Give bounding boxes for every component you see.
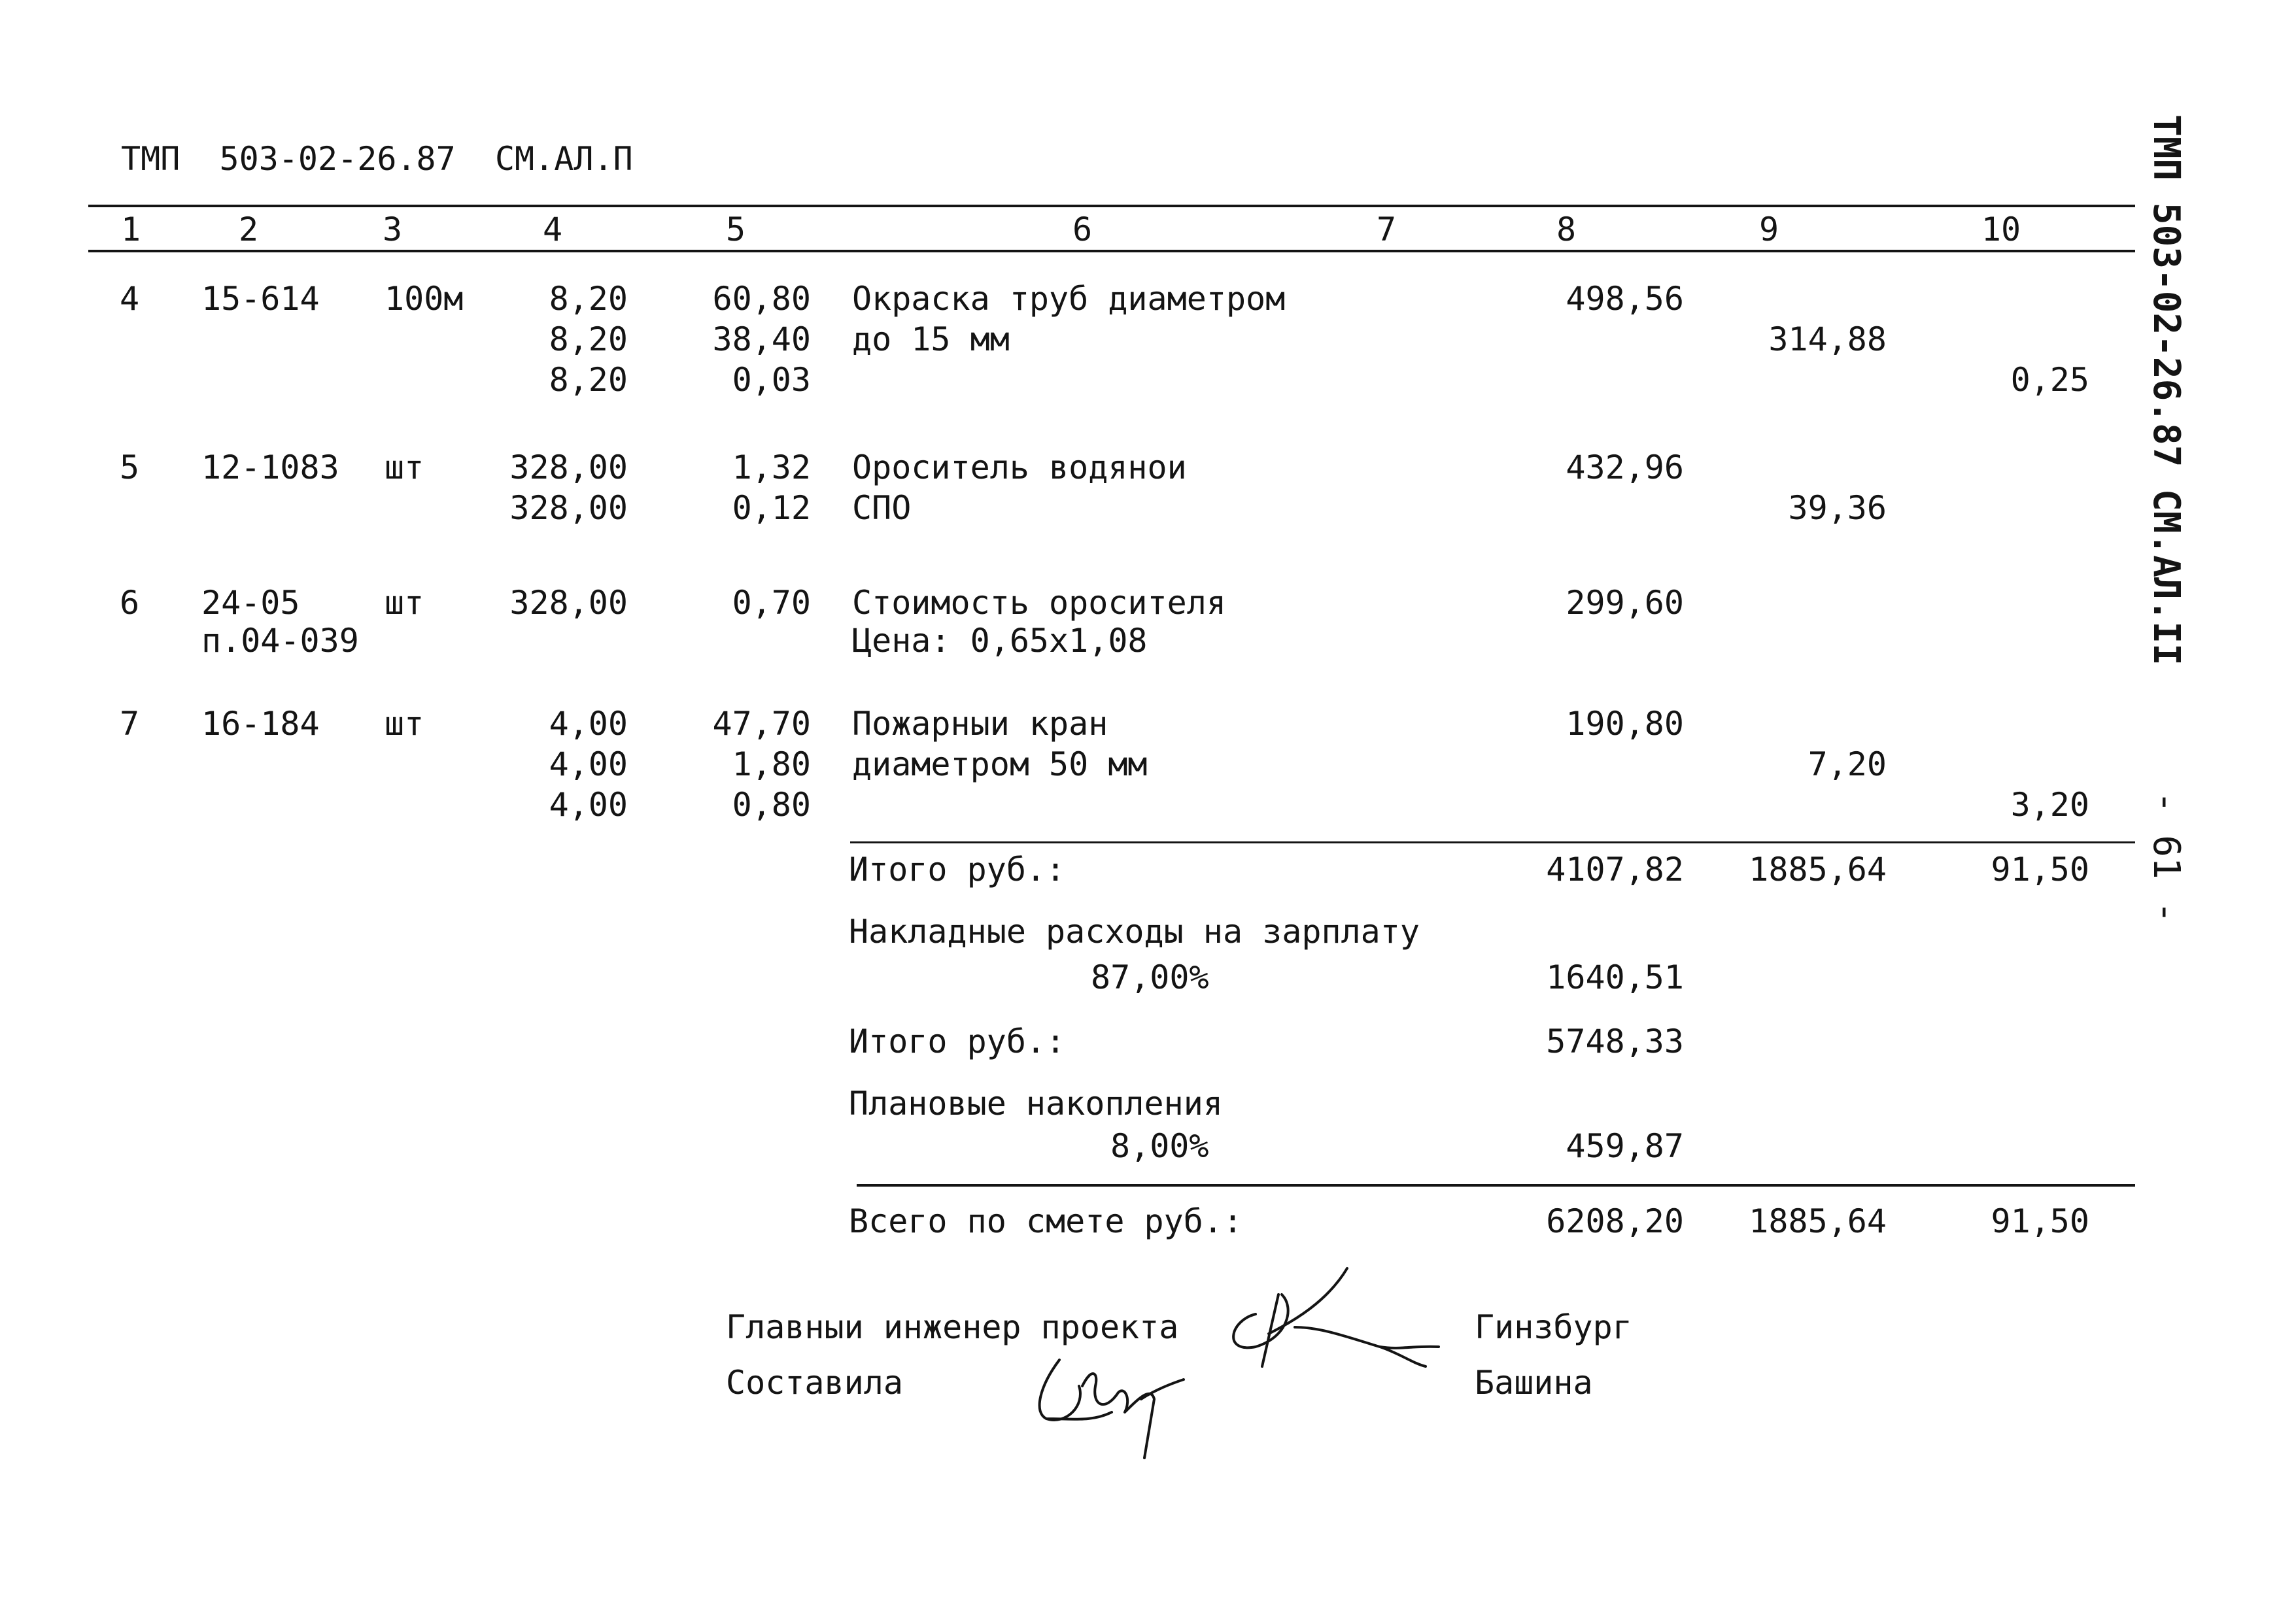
row-number: 4	[120, 280, 140, 318]
savings-percent: 8,00%	[1110, 1127, 1209, 1165]
row-qty: 8,20	[549, 320, 628, 358]
row-col10: 3,20	[2010, 786, 2089, 824]
row-number: 5	[120, 448, 140, 486]
overhead-percent: 87,00%	[1091, 958, 1209, 996]
itogo-col8: 4107,82	[1546, 851, 1684, 888]
row-col8: 498,56	[1566, 280, 1684, 318]
row-description: Пожарныи кран	[852, 705, 1108, 743]
overhead-label: Накладные расходы на зарплату	[849, 913, 1420, 951]
itogo-label: Итого руб.:	[849, 851, 1066, 888]
chief-engineer-name: Гинзбург	[1475, 1308, 1632, 1346]
row-col9: 314,88	[1768, 320, 1887, 358]
chief-engineer-label: Главныи инженер проекта	[726, 1308, 1179, 1346]
row-price: 0,70	[732, 584, 811, 622]
overhead-col8: 1640,51	[1546, 958, 1684, 996]
row-qty: 4,00	[549, 786, 628, 824]
row-price: 0,12	[732, 489, 811, 527]
row-unit: 100м	[385, 280, 464, 318]
header-top-rule	[88, 205, 2135, 207]
row-col8: 432,96	[1566, 448, 1684, 486]
grand-total-col9: 1885,64	[1749, 1202, 1887, 1240]
itogo-col9: 1885,64	[1749, 851, 1887, 888]
grand-total-col8: 6208,20	[1546, 1202, 1684, 1240]
row-price: 1,32	[732, 448, 811, 486]
row-qty: 328,00	[509, 448, 628, 486]
itogo2-col8: 5748,33	[1546, 1023, 1684, 1060]
row-price: 0,80	[732, 786, 811, 824]
row-price: 38,40	[712, 320, 811, 358]
savings-label: Плановые накопления	[849, 1085, 1223, 1123]
row-qty: 328,00	[509, 489, 628, 527]
row-qty: 4,00	[549, 705, 628, 743]
row-code: 16-184	[201, 705, 320, 743]
compiler-label: Составила	[726, 1364, 903, 1402]
totals-rule	[850, 841, 2135, 843]
col-header-6: 6	[1072, 211, 1093, 248]
compiler-signature	[1020, 1347, 1216, 1464]
row-col8: 299,60	[1566, 584, 1684, 622]
row-code: 15-614	[201, 280, 320, 318]
row-description: диаметром 50 мм	[852, 745, 1148, 783]
col-header-10: 10	[1981, 211, 2021, 248]
row-code-secondary: п.04-039	[201, 622, 359, 660]
row-description: Ороситель водянои	[852, 448, 1187, 486]
row-unit: шт	[385, 584, 424, 622]
row-price: 60,80	[712, 280, 811, 318]
row-col9: 39,36	[1788, 489, 1887, 527]
col-header-8: 8	[1556, 211, 1577, 248]
col-header-4: 4	[542, 211, 563, 248]
savings-col8: 459,87	[1566, 1127, 1684, 1165]
row-col9: 7,20	[1808, 745, 1887, 783]
row-qty: 8,20	[549, 280, 628, 318]
col-header-1: 1	[120, 211, 141, 248]
row-price: 1,80	[732, 745, 811, 783]
grand-total-rule	[857, 1184, 2135, 1187]
row-col8: 190,80	[1566, 705, 1684, 743]
row-description: Стоимость оросителя	[852, 584, 1226, 622]
row-qty: 328,00	[509, 584, 628, 622]
row-code: 12-1083	[201, 448, 339, 486]
row-description: до 15 мм	[852, 320, 1010, 358]
row-qty: 8,20	[549, 361, 628, 399]
grand-total-col10: 91,50	[1991, 1202, 2089, 1240]
row-description: Цена: 0,65х1,08	[852, 622, 1148, 660]
side-document-code: ТМП 503-02-26.87 СМ.АЛ.II	[2145, 114, 2187, 666]
document-code: ТМП 503-02-26.87 СМ.АЛ.П	[121, 140, 633, 178]
row-number: 6	[120, 584, 140, 622]
compiler-name: Башина	[1475, 1364, 1593, 1402]
row-unit: шт	[385, 448, 424, 486]
row-price: 47,70	[712, 705, 811, 743]
row-description: СПО	[852, 489, 912, 527]
row-price: 0,03	[732, 361, 811, 399]
col-header-2: 2	[238, 211, 259, 248]
row-unit: шт	[385, 705, 424, 743]
header-bottom-rule	[88, 250, 2135, 252]
row-description: Окраска труб диаметром	[852, 280, 1286, 318]
row-qty: 4,00	[549, 745, 628, 783]
col-header-5: 5	[725, 211, 746, 248]
col-header-9: 9	[1758, 211, 1779, 248]
row-code: 24-05	[201, 584, 300, 622]
col-header-3: 3	[382, 211, 403, 248]
chief-signature	[1216, 1255, 1452, 1386]
itogo-col10: 91,50	[1991, 851, 2089, 888]
col-header-7: 7	[1376, 211, 1397, 248]
row-number: 7	[120, 705, 140, 743]
row-col10: 0,25	[2010, 361, 2089, 399]
page-number: - 61 -	[2145, 791, 2187, 924]
itogo2-label: Итого руб.:	[849, 1023, 1066, 1060]
grand-total-label: Всего по смете руб.:	[849, 1202, 1243, 1240]
